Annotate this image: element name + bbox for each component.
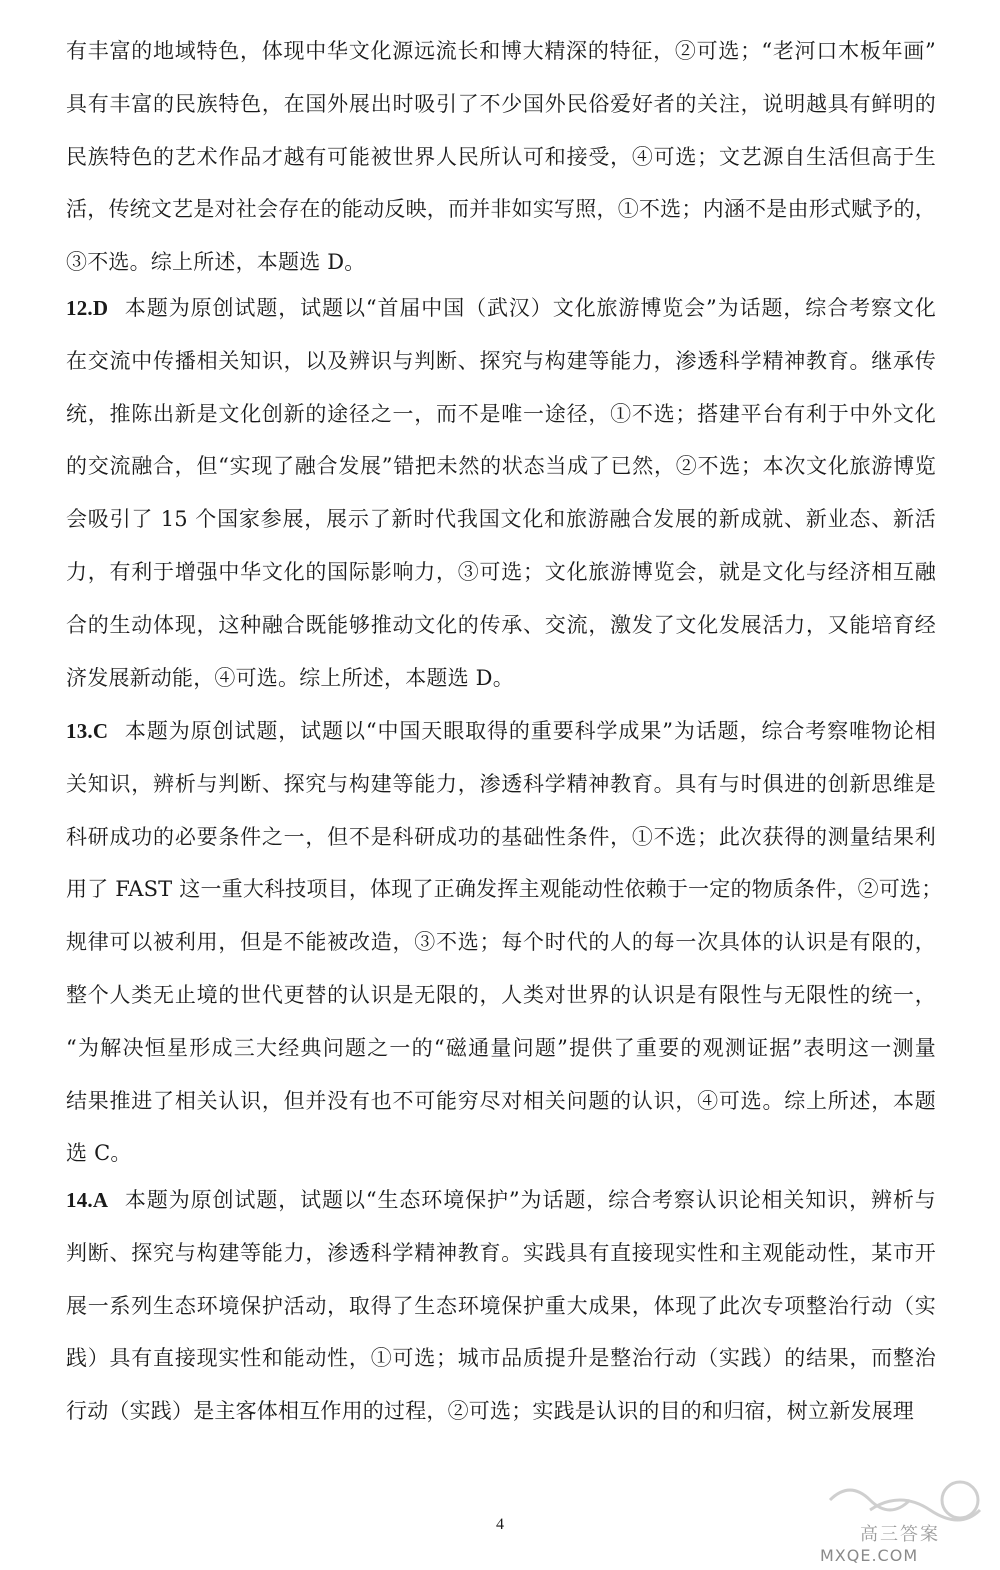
line-text: “为解决恒星形成三大经典问题之一的“磁通量问题”提供了重要的观测证据”表明这一测量 xyxy=(66,1035,936,1060)
question-number: 14.A xyxy=(66,1188,109,1212)
text-line xyxy=(66,1185,936,1215)
text-line xyxy=(66,927,936,957)
line-text: 活，传统文艺是对社会存在的能动反映，而并非如实写照，①不选；内涵不是由形式赋予的， xyxy=(66,197,936,222)
line-text: 济发展新动能，④可选。综上所述，本题选 D。 xyxy=(66,665,514,690)
text-line xyxy=(66,557,936,587)
text-line xyxy=(66,822,936,852)
text-line xyxy=(66,451,936,481)
line-text: 本题为原创试题，试题以“首届中国（武汉）文化旅游博览会”为话题，综合考察文化 xyxy=(124,296,936,320)
line-text: 科研成功的必要条件之一，但不是科研成功的基础性条件，①不选；此次获得的测量结果利 xyxy=(66,824,936,849)
line-text: 本题为原创试题，试题以“生态环境保护”为话题，综合考察认识论相关知识，辨析与 xyxy=(124,1188,936,1212)
text-line xyxy=(66,1238,936,1268)
page-number: 4 xyxy=(496,1516,504,1533)
line-text: 本题为原创试题，试题以“中国天眼取得的重要科学成果”为话题，综合考察唯物论相 xyxy=(124,719,936,743)
line-text: 整个人类无止境的世代更替的认识是无限的，人类对世界的认识是有限性与无限性的统一， xyxy=(66,983,936,1007)
text-line xyxy=(66,36,936,66)
line-text: 力，有利于增强中华文化的国际影响力，③可选；文化旅游博览会，就是文化与经济相互融 xyxy=(66,560,936,584)
line-text: 用了 FAST 这一重大科技项目，体现了正确发挥主观能动性依赖于一定的物质条件，②可选； xyxy=(66,877,943,902)
text-line xyxy=(66,716,936,746)
line-text: 有丰富的地域特色，体现中华文化源远流长和博大精深的特征，②可选；“老河口木板年画” xyxy=(66,39,936,63)
question-number: 13.C xyxy=(66,719,109,743)
line-text: 的交流融合，但“实现了融合发展”错把未然的状态当成了已然，②不选；本次文化旅游博览 xyxy=(66,454,936,479)
text-line xyxy=(66,1086,936,1116)
text-line xyxy=(66,769,936,799)
text-line xyxy=(66,247,936,277)
line-text: 行动（实践）是主客体相互作用的过程，②可选；实践是认识的目的和归宿，树立新发展理 xyxy=(66,1399,914,1424)
line-text: 具有丰富的民族特色，在国外展出时吸引了不少国外民俗爱好者的关注，说明越具有鲜明的 xyxy=(66,91,936,116)
line-text: 规律可以被利用，但是不能被改造，③不选；每个时代的人的每一次具体的认识是有限的， xyxy=(66,930,936,955)
text-line xyxy=(66,1343,936,1373)
line-text: ③不选。综上所述，本题选 D。 xyxy=(66,250,366,275)
text-line xyxy=(66,346,936,376)
line-text: 会吸引了 15 个国家参展，展示了新时代我国文化和旅游融合发展的新成就、新业态、新活 xyxy=(66,507,936,532)
question-number: 12.D xyxy=(66,296,109,320)
text-line xyxy=(66,1033,936,1063)
text-line xyxy=(66,1396,936,1426)
text-line xyxy=(66,1138,936,1168)
text-line xyxy=(66,874,943,904)
line-text: 统，推陈出新是文化创新的途径之一，而不是唯一途径，①不选；搭建平台有利于中外文化 xyxy=(66,401,936,426)
watermark-text: 高三答案 xyxy=(860,1524,940,1545)
text-line xyxy=(66,194,936,224)
text-line xyxy=(66,504,936,534)
text-line xyxy=(66,293,936,323)
line-text: 合的生动体现，这种融合既能够推动文化的传承、交流，激发了文化发展活力，又能培育经 xyxy=(66,612,936,637)
text-line xyxy=(66,89,936,119)
line-text: 结果推进了相关认识，但并没有也不可能穷尽对相关问题的认识，④可选。综上所述，本题 xyxy=(66,1088,936,1113)
line-text: 在交流中传播相关知识，以及辨识与判断、探究与构建等能力，渗透科学精神教育。继承传 xyxy=(66,348,936,373)
line-text: 民族特色的艺术作品才越有可能被世界人民所认可和接受，④可选；文艺源自生活但高于生 xyxy=(66,144,936,169)
watermark-url: MXQE.COM xyxy=(820,1546,919,1565)
line-text: 展一系列生态环境保护活动，取得了生态环境保护重大成果，体现了此次专项整治行动（实 xyxy=(66,1293,936,1318)
text-line xyxy=(66,1291,936,1321)
line-text: 践）具有直接现实性和能动性，①可选；城市品质提升是整治行动（实践）的结果，而整治 xyxy=(66,1346,936,1371)
text-line xyxy=(66,663,936,693)
line-text: 判断、探究与构建等能力，渗透科学精神教育。实践具有直接现实性和主观能动性，某市开 xyxy=(66,1240,936,1265)
text-line xyxy=(66,980,936,1010)
line-text: 选 C。 xyxy=(66,1141,132,1166)
text-line xyxy=(66,610,936,640)
text-line xyxy=(66,142,936,172)
text-line xyxy=(66,399,936,429)
line-text: 关知识，辨析与判断、探究与构建等能力，渗透科学精神教育。具有与时俱进的创新思维是 xyxy=(66,771,936,796)
